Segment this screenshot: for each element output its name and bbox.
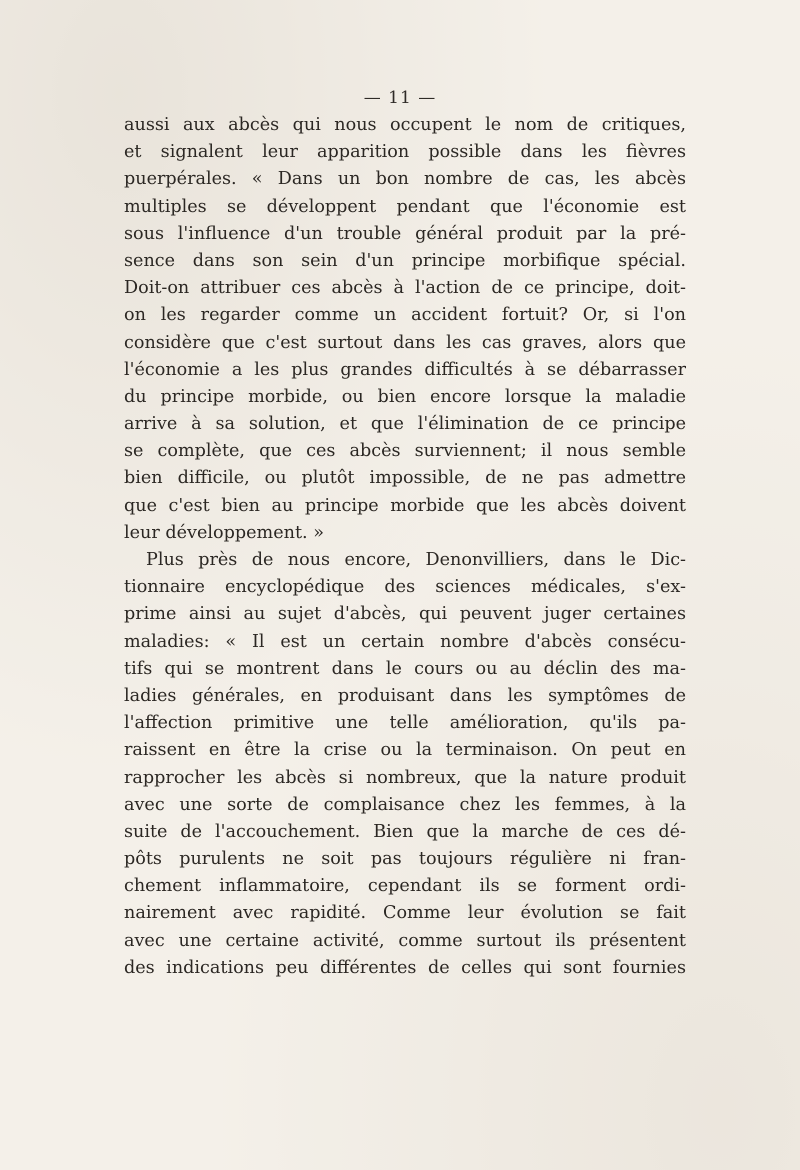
text-line: ladies générales, en produisant dans les symptômes de <box>124 685 686 706</box>
text-line: multiples se développent pendant que l'économie est <box>124 196 686 217</box>
text-line: tionnaire encyclopédique des sciences médicales, s'ex- <box>124 577 686 598</box>
text-line: pôts purulents ne soit pas toujours régulière ni fran- <box>124 849 686 870</box>
text-line: que c'est bien au principe morbide que les abcès doivent <box>124 495 686 516</box>
text-line: avec une sorte de complaisance chez les femmes, à la <box>124 794 686 815</box>
text-line: avec une certaine activité, comme surtout ils présentent <box>124 930 686 951</box>
text-line: prime ainsi au sujet d'abcès, qui peuvent juger certaines <box>124 604 686 625</box>
text-line: des indications peu différentes de celles qui sont fournies <box>124 957 686 978</box>
text-line: tifs qui se montrent dans le cours ou au déclin des ma- <box>124 658 686 679</box>
text-line: considère que c'est surtout dans les cas graves, alors que <box>124 332 686 353</box>
text-line: sence dans son sein d'un principe morbifique spécial. <box>124 250 686 271</box>
text-line: chement inflammatoire, cependant ils se forment ordi- <box>124 876 686 897</box>
text-line: l'affection primitive une telle amélioration, qu'ils pa- <box>124 713 686 734</box>
text-line: du principe morbide, ou bien encore lorsque la maladie <box>124 386 686 407</box>
text-line: rapprocher les abcès si nombreux, que la nature produit <box>124 767 686 788</box>
body-text <box>124 112 686 982</box>
text-line: Plus près de nous encore, Denonvilliers, dans le Dic- <box>146 550 686 570</box>
text-line: et signalent leur apparition possible dans les fièvres <box>124 142 686 163</box>
text-line: sous l'influence d'un trouble général produit par la pré- <box>124 223 686 244</box>
text-line: maladies: « Il est un certain nombre d'abcès consécu- <box>124 631 686 652</box>
text-line: arrive à sa solution, et que l'élimination de ce principe <box>124 414 686 435</box>
text-line: on les regarder comme un accident fortuit? Or, si l'on <box>124 305 686 326</box>
text-line: nairement avec rapidité. Comme leur évolution se fait <box>124 903 686 924</box>
text-line: raissent en être la crise ou la terminaison. On peut en <box>124 740 686 761</box>
page-number: — 11 — <box>363 88 437 108</box>
text-line: l'économie a les plus grandes difficultés à se débarrasser <box>124 359 686 380</box>
text-line: aussi aux abcès qui nous occupent le nom de critiques, <box>124 115 686 135</box>
text-line: suite de l'accouchement. Bien que la marche de ces dé- <box>124 821 686 842</box>
text-line: bien difficile, ou plutôt impossible, de ne pas admettre <box>124 468 686 489</box>
text-line: Doit-on attribuer ces abcès à l'action de ce principe, doit- <box>124 278 686 299</box>
text-line: puerpérales. « Dans un bon nombre de cas, les abcès <box>124 169 686 190</box>
text-line: se complète, que ces abcès surviennent; il nous semble <box>124 441 686 462</box>
text-line: leur développement. » <box>124 522 325 543</box>
